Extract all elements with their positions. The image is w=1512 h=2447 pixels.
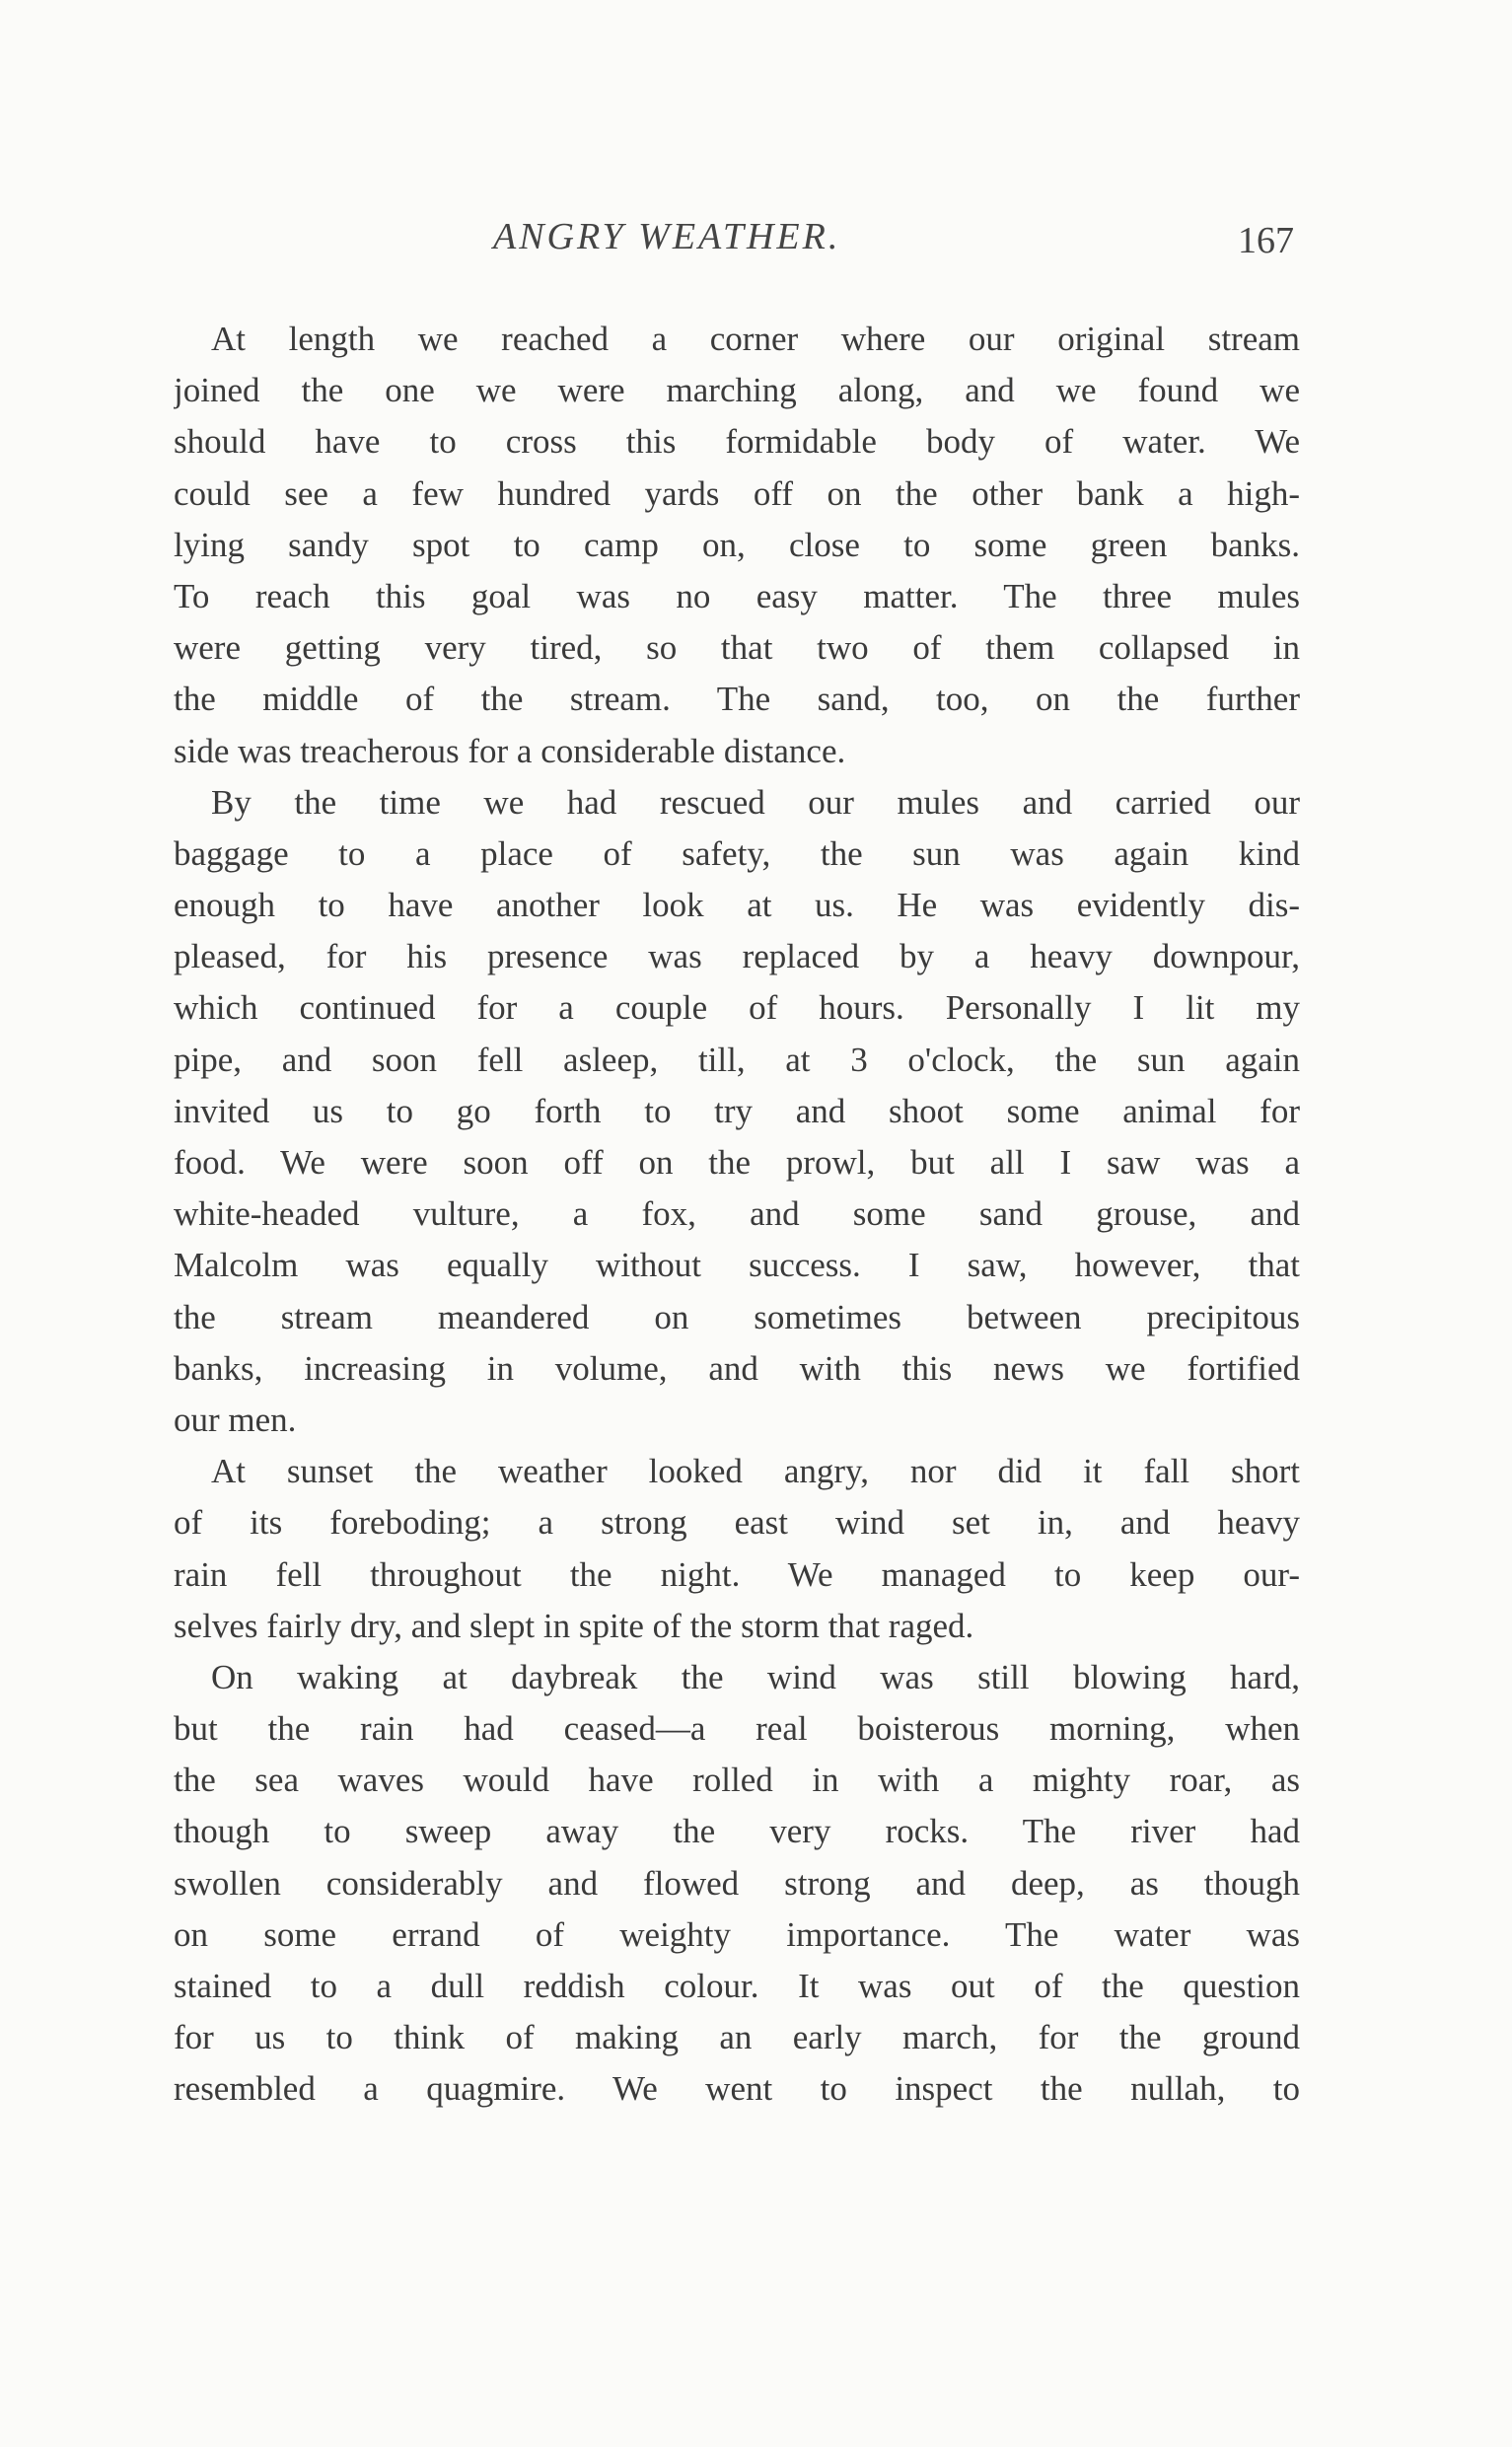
text-line: the middle of the stream. The sand, too, on the further [174, 680, 1300, 719]
text-line: the stream meandered on sometimes between precipitous [174, 1297, 1300, 1336]
text-line: By the time we had rescued our mules and carried our [211, 782, 1300, 822]
text-line: On waking at daybreak the wind was still blowing hard, [211, 1657, 1300, 1696]
text-line: At length we reached a corner where our original stream [211, 320, 1300, 358]
text-line: baggage to a place of safety, the sun was again kind [174, 833, 1300, 873]
text-line: on some errand of weighty importance. The water was [174, 1914, 1300, 1954]
text-line: but the rain had ceased—a real boisterous morning, when [174, 1709, 1300, 1749]
text-line: invited us to go forth to try and shoot some animal for [174, 1091, 1300, 1130]
text-line: could see a few hundred yards off on the other bank a high- [174, 473, 1300, 513]
text-line: enough to have another look at us. He was evidently dis- [174, 886, 1300, 925]
text-line: though to sweep away the very rocks. The river had [174, 1812, 1300, 1851]
text-line: the sea waves would have rolled in with a mighty roar, as [174, 1761, 1300, 1800]
text-line: resembled a quagmire. We went to inspect the nullah, to [174, 2069, 1300, 2109]
text-line: To reach this goal was no easy matter. The three mules [174, 576, 1300, 615]
text-line: lying sandy spot to camp on, close to some green banks. [174, 525, 1300, 564]
text-line: selves fairly dry, and slept in spite of the storm that raged. [174, 1606, 974, 1645]
page-header [0, 215, 1512, 274]
running-head: ANGRY WEATHER. [493, 216, 841, 257]
text-line: stained to a dull reddish colour. It was out of the question [174, 1967, 1300, 2005]
text-line: Malcolm was equally without success. I saw, however, that [174, 1246, 1300, 1285]
body-text [174, 314, 1300, 2116]
text-line: swollen considerably and flowed strong and deep, as though [174, 1863, 1300, 1903]
text-line: side was treacherous for a considerable distance. [174, 731, 846, 770]
text-line: white-headed vulture, a fox, and some sand grouse, and [174, 1194, 1300, 1234]
text-line: were getting very tired, so that two of them collapsed in [174, 628, 1300, 668]
text-line: joined the one we were marching along, and we found we [174, 371, 1300, 410]
text-line: pleased, for his presence was replaced by a heavy downpour, [174, 937, 1300, 976]
text-line: for us to think of making an early march, for the ground [174, 2018, 1300, 2057]
text-line: rain fell throughout the night. We managed to keep our- [174, 1554, 1300, 1594]
text-line: our men. [174, 1400, 297, 1439]
text-line: which continued for a couple of hours. Personally I lit my [174, 988, 1300, 1028]
text-line: banks, increasing in volume, and with this news we fortified [174, 1348, 1300, 1388]
text-line: At sunset the weather looked angry, nor did it fall short [211, 1452, 1300, 1491]
text-line: of its foreboding; a strong east wind set in, and heavy [174, 1503, 1300, 1543]
text-line: pipe, and soon fell asleep, till, at 3 o'clock, the sun again [174, 1040, 1300, 1079]
text-line: food. We were soon off on the prowl, but all I saw was a [174, 1143, 1300, 1182]
page-number: 167 [1238, 220, 1294, 261]
text-line: should have to cross this formidable body of water. We [174, 422, 1300, 462]
